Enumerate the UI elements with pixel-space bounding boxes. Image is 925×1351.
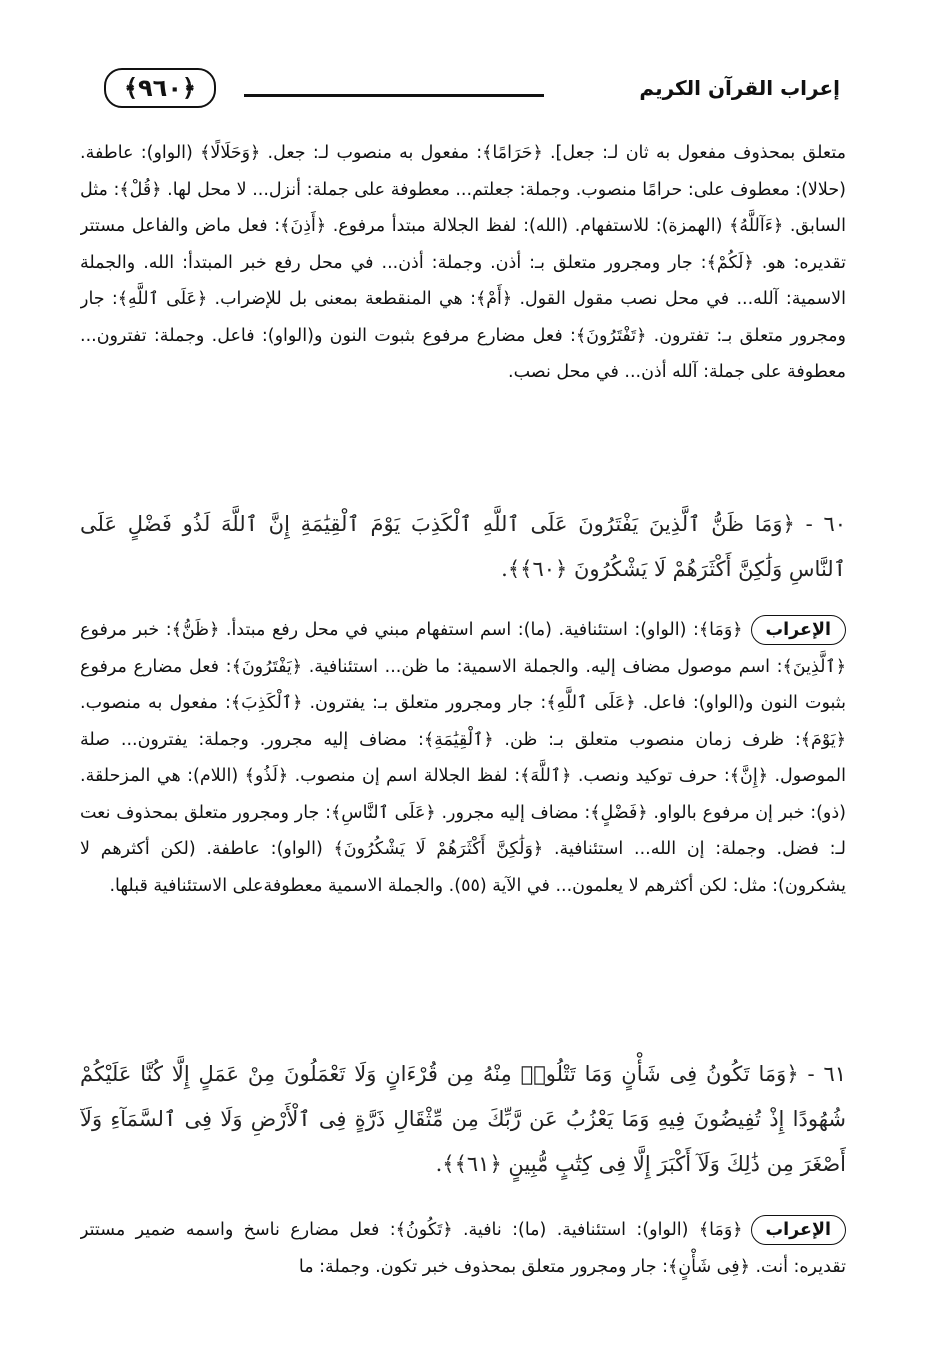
- header-divider: [244, 94, 544, 97]
- book-title: إعراب القرآن الكريم: [639, 76, 840, 100]
- irab-60-section: [80, 612, 846, 1032]
- irab-label: الإعراب: [751, 615, 846, 645]
- verse-60: [80, 502, 846, 594]
- page-header: [90, 62, 840, 110]
- irab-label: الإعراب: [751, 1215, 846, 1245]
- irab-text: ﴿وَمَا﴾: (الواو): استئنافية. (ما): اسم استفهام مبني في محل رفع مبتدأ. ﴿ظَنُّ﴾: خبر مرفوع ﴿ٱلَّذِينَ﴾: اسم موصول مضاف إليه. والجملة الاسمية: ما ظن... استئنافية. ﴿يَفْتَرُونَ﴾: فعل مضارع مرفوع بثبوت النون و(الواو): فاعل. ﴿عَلَى ٱللَّهِ﴾: جار ومجرور متعلق بـ: يفترون. ﴿ٱلْكَذِبَ﴾: مفعول به منصوب. ﴿يَوْمَ﴾: ظرف زمان منصوب متعلق بـ: ظن. ﴿ٱلْقِيَٰمَةِ﴾: مضاف إليه مجرور. وجملة: يفترون... صلة الموصول. ﴿إِنَّ﴾: حرف توكيد ونصب. ﴿ٱللَّهَ﴾: لفظ الجلالة اسم إن منصوب. ﴿لَذُو﴾ (اللام): هي المزحلقة. (ذو): خبر إن مرفوع بالواو. ﴿فَضْلٍ﴾: مضاف إليه مجرور. ﴿عَلَى ٱلنَّاسِ﴾: جار ومجرور متعلق بمحذوف نعت لـ: فضل. وجملة: إن الله... استئنافية. ﴿وَلَٰكِنَّ أَكْثَرَهُمْ لَا يَشْكُرُونَ﴾ (الواو): عاطفة. (لكن أكثرهم لا يشكرون): مثل: لكن أكثرهم لا يعلمون... في الآية (٥٥). والجملة الاسمية معطوفةعلى الاستئنافية قبلها.: [80, 620, 846, 896]
- page-number: ﴿٩٦٠﴾: [104, 68, 216, 108]
- irab-61-section: [80, 1212, 846, 1290]
- verse-61: [80, 1052, 846, 1192]
- irab-text: ﴿وَمَا﴾ (الواو): استئنافية. (ما): نافية. ﴿تَكُونُ﴾: فعل مضارع ناسخ واسمه ضمير مستتر تقديره: أنت. ﴿فِى شَأْنٍ﴾: جار ومجرور متعلق بمحذوف خبر تكون. وجملة: ما: [80, 1220, 846, 1277]
- paragraph-text: متعلق بمحذوف مفعول به ثان لـ: جعل]. ﴿حَرَامًا﴾: مفعول به منصوب لـ: جعل. ﴿وَحَلَالًا﴾ (الواو): عاطفة. (حلالا): معطوف على: حرامًا منصوب. وجملة: جعلتم... معطوفة على جملة: أنزل... لا محل لها. ﴿قُلْ﴾: مثل السابق. ﴿ءَآللَّهُ﴾ (الهمزة): للاستفهام. (الله): لفظ الجلالة مبتدأ مرفوع. ﴿أَذِنَ﴾: فعل ماض والفاعل مستتر تقديره: هو. ﴿لَكُمْ﴾: جار ومجرور متعلق بـ: أذن. وجملة: أذن... في محل رفع خبر المبتدأ: الله. والجملة الاسمية: آلله... في محل نصب مقول القول. ﴿أَمْ﴾: هي المنقطعة بمعنى بل للإضراب. ﴿عَلَى ٱللَّهِ﴾: جار ومجرور متعلق بـ: تفترون. ﴿تَفْتَرُونَ﴾: فعل مضارع مرفوع بثبوت النون و(الواو): فاعل. وجملة: تفترون... معطوفة على جملة: آلله أذن... في محل نصب.: [80, 143, 846, 382]
- verse-text: ٦١ - ﴿وَمَا تَكُونُ فِى شَأْنٍ وَمَا تَتْلُوا۟ مِنْهُ مِن قُرْءَانٍ وَلَا تَعْمَلُونَ مِنْ عَمَلٍ إِلَّا كُنَّا عَلَيْكُمْ شُهُودًا إِذْ تُفِيضُونَ فِيهِ وَمَا يَعْزُبُ عَن رَّبِّكَ مِن مِّثْقَالِ ذَرَّةٍ فِى ٱلْأَرْضِ وَلَا فِى ٱلسَّمَآءِ وَلَآ أَصْغَرَ مِن ذَٰلِكَ وَلَآ أَكْبَرَ إِلَّا فِى كِتَٰبٍ مُّبِينٍ ﴿٦١﴾﴾.: [80, 1062, 846, 1176]
- irab-continuation: [80, 135, 846, 485]
- verse-text: ٦٠ - ﴿وَمَا ظَنُّ ٱلَّذِينَ يَفْتَرُونَ عَلَى ٱللَّهِ ٱلْكَذِبَ يَوْمَ ٱلْقِيَٰمَةِ إِنَّ ٱللَّهَ لَذُو فَضْلٍ عَلَى ٱلنَّاسِ وَلَٰكِنَّ أَكْثَرَهُمْ لَا يَشْكُرُونَ ﴿٦٠﴾﴾.: [80, 512, 846, 581]
